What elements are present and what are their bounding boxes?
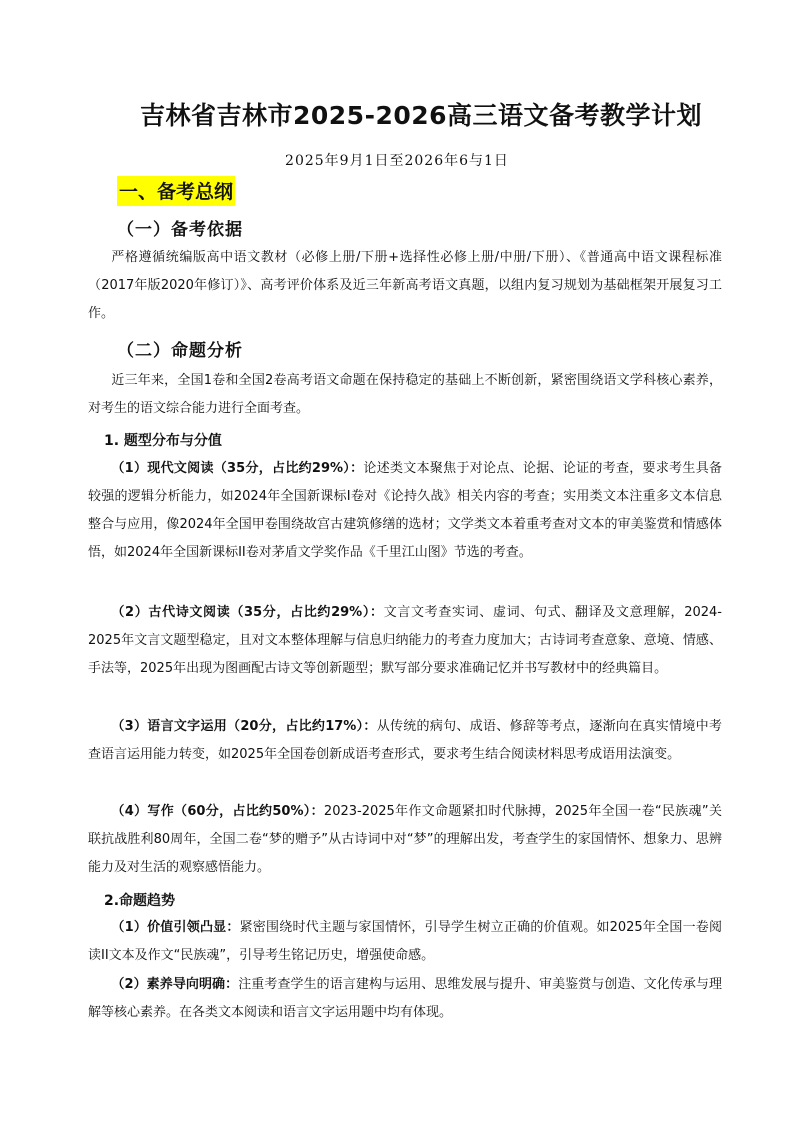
date-range: 2025年9月1日至2026年6与1日 xyxy=(285,153,509,169)
item-text: 文言文考查实词、虚词、句式、翻译及文意理解，2024-2025年文言文题型稳定，且对文本整体理解与信息归纳能力的考查力度加大；古诗词考查意象、意境、情感、手法等，2025年出现为图画配古诗文等创新题型；默写部分要求准确记忆并书写教材中的经典篇目。 xyxy=(88,605,722,676)
trends-heading: 2.命题趋势 xyxy=(104,893,176,909)
item-lead: （1）现代文阅读（35分，占比约29%）： xyxy=(111,461,364,476)
basis-paragraph: 严格遵循统编版高中语文教材（必修上册/下册+选择性必修上册/中册/下册）、《普通高中语文课程标准（2017年版2020年修订）》、高考评价体系及近三年新高考语文真题，以组内复习规划为基础框架开展复习工作。 xyxy=(88,250,722,321)
trend-value-guidance xyxy=(88,914,722,970)
item-lead: （2）古代诗文阅读（35分，占比约29%）： xyxy=(111,605,384,620)
item-text: 论述类文本聚焦于对论点、论据、论证的考查，要求考生具备较强的逻辑分析能力，如2024年全国新课标Ⅰ卷对《论持久战》相关内容的考查；实用类文本注重多文本信息整合与应用，像2024年全国甲卷围绕故宫古建筑修缮的选材；文学类文本着重考查对文本的审美鉴赏和情感体悟，如2024年全国新课标II卷对茅盾文学奖作品《千里江山图》节选的考查。 xyxy=(88,461,722,560)
trend-literacy-orientation xyxy=(88,971,722,1027)
subsection-heading-analysis: （二）命题分析 xyxy=(117,341,243,361)
item-lead: （3）语言文字运用（20分，占比约17%）： xyxy=(111,719,377,734)
item-lead: （4）写作（60分，占比约50%）： xyxy=(111,804,324,819)
item-text: 2023-2025年作文命题紧扣时代脉搏，2025年全国一卷“民族魂”关联抗战胜利80周年，全国二卷“梦的赠予”从古诗词中对“梦”的理解出发，考查学生的家国情怀、想象力、思辨能力及对生活的观察感悟能力。 xyxy=(88,804,722,875)
analysis-intro-paragraph: 近三年来，全国1卷和全国2卷高考语文命题在保持稳定的基础上不断创新，紧密围绕语文学科核心素养，对考生的语文综合能力进行全面考查。 xyxy=(88,373,722,416)
distribution-heading: 1. 题型分布与分值 xyxy=(104,433,222,449)
document-title: 吉林省吉林市2025-2026高三语文备考教学计划 xyxy=(140,101,703,130)
item-writing xyxy=(88,798,722,882)
item-classical-reading xyxy=(88,599,722,683)
item-language-usage xyxy=(88,713,722,769)
item-lead: （1）价值引领凸显： xyxy=(111,920,240,935)
item-text: 注重考查学生的语言建构与运用、思维发展与提升、审美鉴赏与创造、文化传承与理解等核心素养。在各类文本阅读和语言文字运用题中均有体现。 xyxy=(88,977,722,1020)
item-text: 从传统的病句、成语、修辞等考点，逐渐向在真实情境中考查语言运用能力转变，如2025年全国卷创新成语考查形式，要求考生结合阅读材料思考成语用法演变。 xyxy=(88,719,722,762)
section-heading-overview: 一、备考总纲 xyxy=(117,176,235,206)
item-text: 紧密围绕时代主题与家国情怀，引导学生树立正确的价值观。如2025年全国一卷阅读II文本及作文“民族魂”，引导考生铭记历史，增强使命感。 xyxy=(88,920,722,963)
subsection-heading-basis: （一）备考依据 xyxy=(117,220,243,240)
item-lead: （2）素养导向明确： xyxy=(111,977,239,992)
item-modern-reading xyxy=(88,455,722,567)
